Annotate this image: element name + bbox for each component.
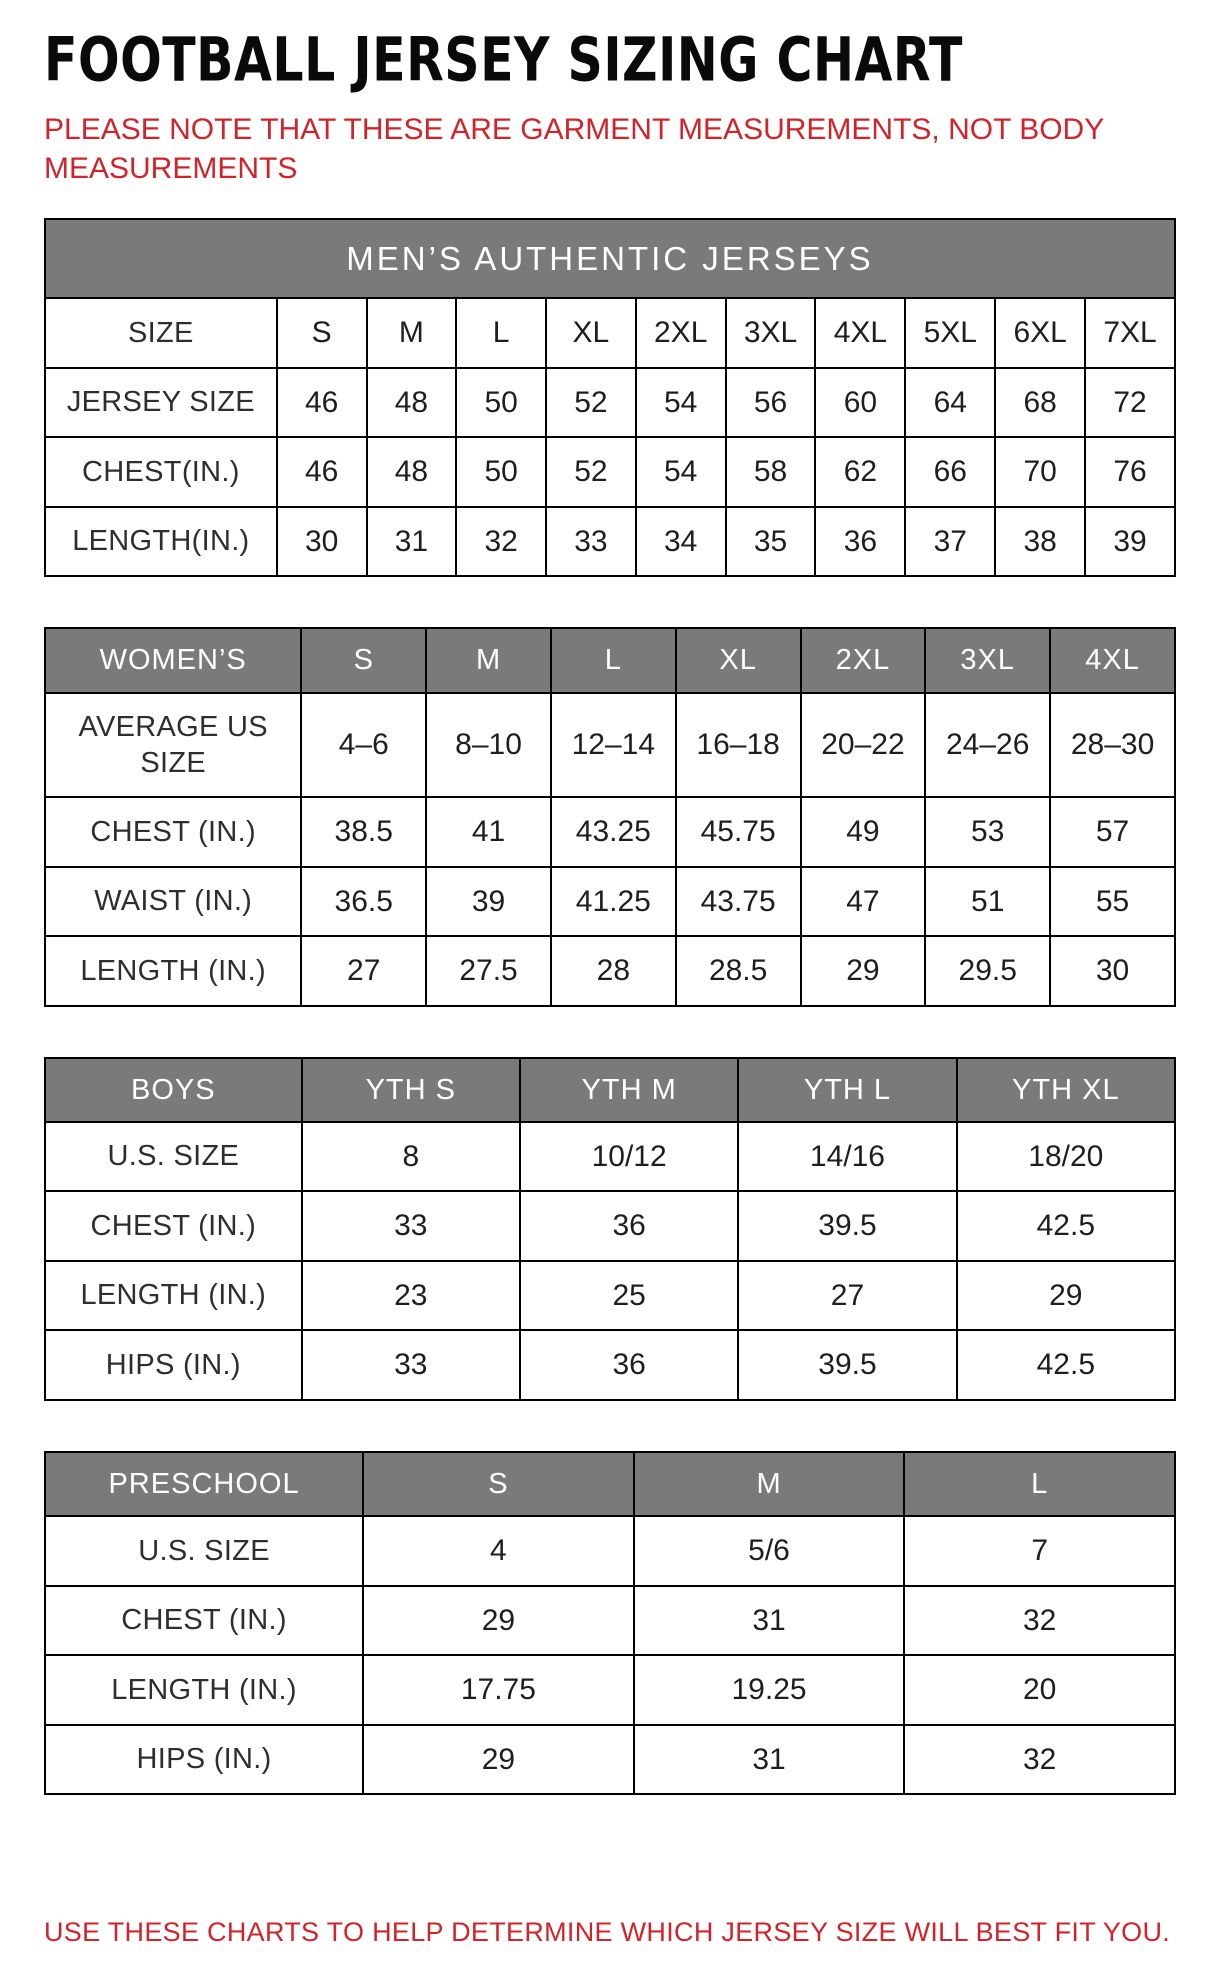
column-header: 4XL [1050,628,1175,692]
value-cell: 38 [995,507,1085,577]
column-header: YTH S [302,1058,520,1122]
value-cell: 35 [726,507,816,577]
value-cell: 37 [905,507,995,577]
table-header-row [45,628,1175,692]
value-cell: M [367,298,457,368]
value-cell: 57 [1050,797,1175,867]
page-title-wrap [44,22,1176,100]
table-title-cell: BOYS [45,1058,302,1122]
column-header: XL [676,628,801,692]
value-cell: 60 [815,368,905,438]
table-row [45,368,1175,438]
column-header: M [426,628,551,692]
value-cell: 41.25 [551,867,676,937]
row-label: LENGTH (IN.) [45,1655,363,1725]
value-cell: 68 [995,368,1085,438]
value-cell: 32 [456,507,546,577]
value-cell: 29 [957,1261,1175,1331]
value-cell: 28 [551,936,676,1006]
value-cell: 39 [426,867,551,937]
value-cell: 24–26 [925,693,1050,798]
value-cell: 5XL [905,298,995,368]
value-cell: 42.5 [957,1191,1175,1261]
value-cell: 46 [277,368,367,438]
row-label: LENGTH(IN.) [45,507,277,577]
value-cell: 54 [636,368,726,438]
value-cell: 14/16 [738,1122,956,1192]
row-label: U.S. SIZE [45,1516,363,1586]
value-cell: 56 [726,368,816,438]
row-label: HIPS (IN.) [45,1725,363,1795]
value-cell: 29 [363,1586,634,1656]
column-header: 3XL [925,628,1050,692]
page-title: FOOTBALL JERSEY SIZING CHART [44,24,963,96]
value-cell: 20 [904,1655,1175,1725]
value-cell: 39 [1085,507,1175,577]
row-label: CHEST (IN.) [45,1586,363,1656]
value-cell: 39.5 [738,1191,956,1261]
value-cell: 36 [520,1330,738,1400]
table-banner-row [45,219,1175,298]
table-row [45,1122,1175,1192]
value-cell: 52 [546,437,636,507]
column-header: YTH M [520,1058,738,1122]
value-cell: 20–22 [801,693,926,798]
value-cell: 8 [302,1122,520,1192]
value-cell: 48 [367,437,457,507]
preschool-sizing-table [44,1451,1176,1795]
table-row [45,1586,1175,1656]
value-cell: S [277,298,367,368]
column-header: S [301,628,426,692]
table-row [45,437,1175,507]
garment-measurement-note: PLEASE NOTE THAT THESE ARE GARMENT MEASUREMENTS, NOT BODY MEASUREMENTS [44,113,1104,185]
table-row [45,1191,1175,1261]
table-row [45,797,1175,867]
column-header: M [634,1452,905,1516]
row-label: WAIST (IN.) [45,867,301,937]
column-header: YTH L [738,1058,956,1122]
value-cell: 34 [636,507,726,577]
value-cell: 33 [302,1191,520,1261]
table-row [45,507,1175,577]
value-cell: 49 [801,797,926,867]
table-row [45,1330,1175,1400]
value-cell: 36.5 [301,867,426,937]
row-label: CHEST (IN.) [45,1191,302,1261]
row-label: CHEST(IN.) [45,437,277,507]
value-cell: 45.75 [676,797,801,867]
value-cell: 76 [1085,437,1175,507]
value-cell: 17.75 [363,1655,634,1725]
value-cell: 43.25 [551,797,676,867]
table-row [45,693,1175,798]
value-cell: 19.25 [634,1655,905,1725]
column-header: S [363,1452,634,1516]
value-cell: 12–14 [551,693,676,798]
value-cell: 2XL [636,298,726,368]
table-header-row [45,1058,1175,1122]
value-cell: 62 [815,437,905,507]
value-cell: 27.5 [426,936,551,1006]
value-cell: 30 [1050,936,1175,1006]
value-cell: 72 [1085,368,1175,438]
value-cell: 3XL [726,298,816,368]
row-label: LENGTH (IN.) [45,936,301,1006]
value-cell: 58 [726,437,816,507]
row-label: HIPS (IN.) [45,1330,302,1400]
row-label: U.S. SIZE [45,1122,302,1192]
mens-authentic-jerseys-table [44,218,1176,577]
row-label: LENGTH (IN.) [45,1261,302,1331]
value-cell: 7 [904,1516,1175,1586]
value-cell: 16–18 [676,693,801,798]
value-cell: L [456,298,546,368]
column-header: L [904,1452,1175,1516]
value-cell: 66 [905,437,995,507]
row-label: CHEST (IN.) [45,797,301,867]
value-cell: 36 [815,507,905,577]
value-cell: 7XL [1085,298,1175,368]
row-label: AVERAGE US SIZE [45,693,301,798]
table-row [45,298,1175,368]
value-cell: 51 [925,867,1050,937]
value-cell: 6XL [995,298,1085,368]
row-label: JERSEY SIZE [45,368,277,438]
value-cell: 27 [738,1261,956,1331]
table-row [45,936,1175,1006]
boys-sizing-table [44,1057,1176,1401]
value-cell: 46 [277,437,367,507]
value-cell: 41 [426,797,551,867]
value-cell: 33 [546,507,636,577]
value-cell: 31 [634,1725,905,1795]
value-cell: 31 [634,1586,905,1656]
value-cell: 4 [363,1516,634,1586]
value-cell: 32 [904,1586,1175,1656]
value-cell: 31 [367,507,457,577]
value-cell: 30 [277,507,367,577]
value-cell: 42.5 [957,1330,1175,1400]
value-cell: 4–6 [301,693,426,798]
value-cell: 55 [1050,867,1175,937]
row-label: SIZE [45,298,277,368]
value-cell: 8–10 [426,693,551,798]
table-title-cell: PRESCHOOL [45,1452,363,1516]
column-header: L [551,628,676,692]
value-cell: 29 [801,936,926,1006]
value-cell: 29 [363,1725,634,1795]
column-header: 2XL [801,628,926,692]
table-row [45,1516,1175,1586]
table-row [45,1261,1175,1331]
column-header: YTH XL [957,1058,1175,1122]
value-cell: XL [546,298,636,368]
value-cell: 29.5 [925,936,1050,1006]
table-header-row [45,1452,1175,1516]
value-cell: 38.5 [301,797,426,867]
value-cell: 43.75 [676,867,801,937]
value-cell: 28.5 [676,936,801,1006]
value-cell: 5/6 [634,1516,905,1586]
value-cell: 47 [801,867,926,937]
table-row [45,867,1175,937]
value-cell: 33 [302,1330,520,1400]
value-cell: 54 [636,437,726,507]
value-cell: 28–30 [1050,693,1175,798]
value-cell: 39.5 [738,1330,956,1400]
value-cell: 27 [301,936,426,1006]
value-cell: 32 [904,1725,1175,1795]
footer-note: USE THESE CHARTS TO HELP DETERMINE WHICH JERSEY SIZE WILL BEST FIT YOU. [44,1917,1171,1947]
value-cell: 4XL [815,298,905,368]
value-cell: 53 [925,797,1050,867]
value-cell: 48 [367,368,457,438]
value-cell: 10/12 [520,1122,738,1192]
table-row [45,1725,1175,1795]
value-cell: 36 [520,1191,738,1261]
value-cell: 18/20 [957,1122,1175,1192]
value-cell: 25 [520,1261,738,1331]
table-row [45,1655,1175,1725]
table-banner: MEN’S AUTHENTIC JERSEYS [45,219,1175,298]
value-cell: 50 [456,437,546,507]
womens-sizing-table [44,627,1176,1006]
table-title-cell: WOMEN’S [45,628,301,692]
value-cell: 70 [995,437,1085,507]
value-cell: 52 [546,368,636,438]
value-cell: 64 [905,368,995,438]
value-cell: 23 [302,1261,520,1331]
value-cell: 50 [456,368,546,438]
